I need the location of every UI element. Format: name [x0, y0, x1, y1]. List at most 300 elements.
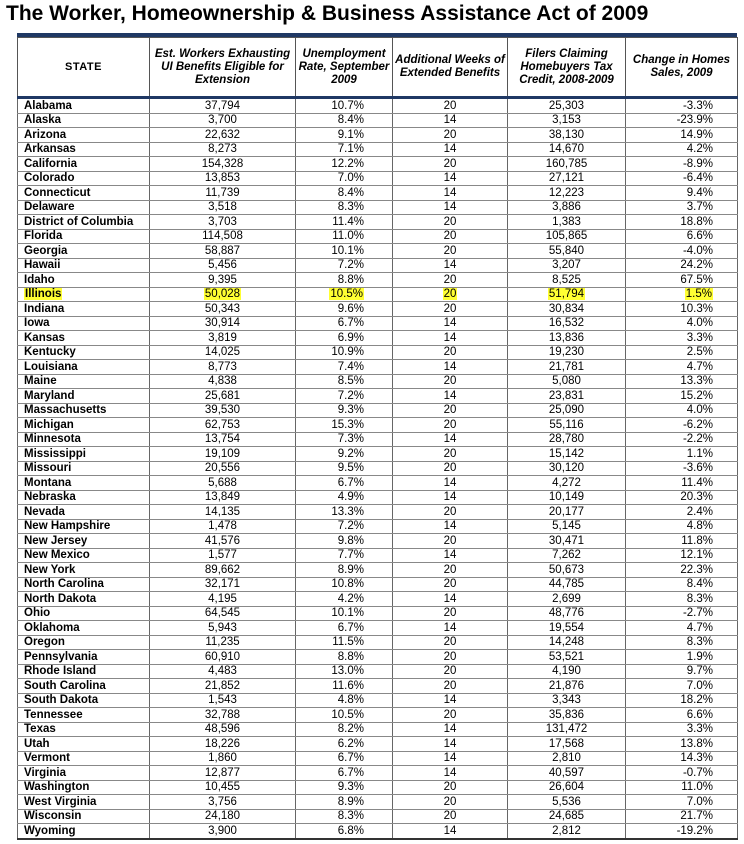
cell-home-sales-change-text: 10.3% — [680, 302, 713, 315]
cell-home-sales-change — [626, 621, 738, 636]
cell-filers — [508, 534, 626, 549]
cell-additional-weeks-text: 20 — [443, 795, 457, 808]
cell-state-text: Minnesota — [24, 433, 81, 446]
cell-additional-weeks — [393, 302, 508, 317]
cell-additional-weeks — [393, 664, 508, 679]
cell-unemployment-rate-text: 8.8% — [337, 273, 364, 286]
table-row — [18, 780, 738, 795]
cell-unemployment-rate — [296, 461, 393, 476]
cell-home-sales-change — [626, 98, 738, 114]
cell-additional-weeks-text: 14 — [443, 317, 457, 330]
cell-state-text: Maine — [24, 375, 57, 388]
cell-additional-weeks-text: 20 — [443, 157, 457, 170]
cell-filers-text: 35,836 — [548, 708, 585, 721]
cell-home-sales-change-text: 67.5% — [680, 273, 713, 286]
cell-filers — [508, 432, 626, 447]
cell-unemployment-rate-text: 9.5% — [337, 462, 364, 475]
cell-state — [18, 345, 150, 360]
cell-unemployment-rate — [296, 476, 393, 491]
cell-filers — [508, 592, 626, 607]
cell-workers — [150, 592, 296, 607]
cell-state-text: New Jersey — [24, 534, 88, 547]
cell-filers-text: 19,230 — [548, 346, 585, 359]
cell-additional-weeks-text: 20 — [443, 636, 457, 649]
cell-home-sales-change — [626, 258, 738, 273]
cell-filers-text: 28,780 — [548, 433, 585, 446]
cell-unemployment-rate — [296, 650, 393, 665]
cell-unemployment-rate — [296, 157, 393, 172]
table-row — [18, 142, 738, 157]
cell-filers — [508, 461, 626, 476]
cell-home-sales-change-text: -3.6% — [682, 462, 713, 475]
cell-home-sales-change-text: 4.0% — [686, 317, 713, 330]
cell-filers-text: 48,776 — [548, 607, 585, 620]
cell-home-sales-change-text: 12.1% — [680, 549, 713, 562]
cell-additional-weeks-text: 20 — [443, 708, 457, 721]
cell-filers-text: 44,785 — [548, 578, 585, 591]
cell-state — [18, 708, 150, 723]
cell-state — [18, 621, 150, 636]
cell-workers-text: 3,703 — [208, 215, 237, 228]
cell-home-sales-change — [626, 751, 738, 766]
cell-unemployment-rate-text: 10.5% — [330, 288, 363, 301]
cell-state-text: Pennsylvania — [24, 650, 98, 663]
cell-state-text: Massachusetts — [24, 404, 107, 417]
cell-home-sales-change — [626, 128, 738, 143]
cell-workers — [150, 780, 296, 795]
cell-home-sales-change — [626, 302, 738, 317]
cell-additional-weeks-text: 20 — [443, 578, 457, 591]
cell-workers-text: 4,838 — [208, 375, 237, 388]
cell-unemployment-rate-text: 9.3% — [337, 404, 364, 417]
cell-workers-text: 13,754 — [204, 433, 241, 446]
cell-home-sales-change-text: -6.2% — [682, 418, 713, 431]
table-row — [18, 389, 738, 404]
cell-filers-text: 30,471 — [548, 534, 585, 547]
cell-filers — [508, 215, 626, 230]
cell-workers-text: 11,235 — [205, 636, 240, 649]
state-data-table — [17, 37, 738, 840]
cell-workers-text: 3,819 — [208, 331, 237, 344]
cell-state — [18, 171, 150, 186]
cell-state-text: Alaska — [24, 114, 62, 127]
cell-state-text: Utah — [24, 737, 50, 750]
cell-filers — [508, 693, 626, 708]
cell-unemployment-rate — [296, 737, 393, 752]
cell-unemployment-rate-text: 10.7% — [331, 99, 364, 112]
cell-workers — [150, 606, 296, 621]
cell-state-text: Montana — [24, 476, 72, 489]
cell-additional-weeks-text: 14 — [443, 766, 457, 779]
cell-filers-text: 13,836 — [548, 331, 585, 344]
cell-unemployment-rate — [296, 766, 393, 781]
cell-additional-weeks — [393, 824, 508, 839]
cell-home-sales-change — [626, 360, 738, 375]
cell-workers — [150, 128, 296, 143]
cell-state-text: Ohio — [24, 607, 51, 620]
cell-unemployment-rate — [296, 244, 393, 259]
cell-filers — [508, 273, 626, 288]
cell-unemployment-rate — [296, 287, 393, 302]
cell-state — [18, 447, 150, 462]
table-row — [18, 447, 738, 462]
cell-filers — [508, 780, 626, 795]
cell-state — [18, 534, 150, 549]
cell-home-sales-change-text: 8.4% — [686, 578, 713, 591]
cell-workers-text: 8,273 — [208, 143, 237, 156]
cell-workers-text: 50,343 — [204, 302, 241, 315]
cell-unemployment-rate — [296, 447, 393, 462]
cell-workers-text: 4,195 — [208, 592, 237, 605]
cell-filers — [508, 476, 626, 491]
table-row — [18, 795, 738, 810]
cell-workers — [150, 331, 296, 346]
table-row — [18, 374, 738, 389]
cell-additional-weeks-text: 20 — [443, 563, 457, 576]
cell-additional-weeks — [393, 447, 508, 462]
cell-additional-weeks — [393, 780, 508, 795]
cell-filers-text: 1,383 — [552, 215, 581, 228]
cell-additional-weeks — [393, 708, 508, 723]
cell-unemployment-rate — [296, 331, 393, 346]
cell-workers — [150, 215, 296, 230]
cell-workers-text: 20,556 — [204, 462, 241, 475]
cell-unemployment-rate — [296, 171, 393, 186]
cell-home-sales-change — [626, 157, 738, 172]
cell-additional-weeks-text: 20 — [443, 128, 457, 141]
cell-state — [18, 751, 150, 766]
cell-unemployment-rate — [296, 258, 393, 273]
cell-unemployment-rate — [296, 563, 393, 578]
cell-home-sales-change — [626, 200, 738, 215]
cell-workers-text: 10,455 — [204, 781, 241, 794]
cell-unemployment-rate-text: 9.3% — [337, 781, 364, 794]
cell-additional-weeks — [393, 345, 508, 360]
cell-home-sales-change — [626, 273, 738, 288]
cell-home-sales-change — [626, 519, 738, 534]
cell-workers — [150, 142, 296, 157]
cell-additional-weeks — [393, 606, 508, 621]
cell-state — [18, 737, 150, 752]
cell-unemployment-rate — [296, 200, 393, 215]
cell-additional-weeks-text: 20 — [443, 781, 457, 794]
cell-additional-weeks-text: 20 — [443, 447, 457, 460]
cell-additional-weeks — [393, 635, 508, 650]
cell-state-text: South Dakota — [24, 694, 99, 707]
cell-additional-weeks — [393, 534, 508, 549]
cell-state-text: Florida — [24, 230, 63, 243]
cell-home-sales-change — [626, 432, 738, 447]
cell-filers — [508, 490, 626, 505]
cell-unemployment-rate — [296, 664, 393, 679]
cell-unemployment-rate-text: 11.4% — [332, 215, 364, 228]
cell-filers-text: 5,536 — [552, 795, 581, 808]
cell-workers-text: 3,700 — [208, 114, 237, 127]
cell-workers — [150, 200, 296, 215]
cell-workers — [150, 98, 296, 114]
cell-additional-weeks — [393, 128, 508, 143]
cell-home-sales-change — [626, 374, 738, 389]
cell-additional-weeks-text: 14 — [443, 824, 457, 837]
cell-home-sales-change — [626, 113, 738, 128]
cell-workers-text: 58,887 — [204, 244, 241, 257]
cell-workers — [150, 229, 296, 244]
cell-unemployment-rate-text: 7.3% — [337, 433, 364, 446]
cell-state — [18, 766, 150, 781]
cell-unemployment-rate-text: 6.7% — [337, 752, 364, 765]
cell-unemployment-rate — [296, 577, 393, 592]
cell-state — [18, 809, 150, 824]
cell-filers — [508, 374, 626, 389]
table-row — [18, 505, 738, 520]
cell-home-sales-change-text: 24.2% — [680, 259, 713, 272]
cell-filers — [508, 679, 626, 694]
cell-workers-text: 8,773 — [208, 360, 237, 373]
cell-filers — [508, 287, 626, 302]
cell-unemployment-rate — [296, 519, 393, 534]
cell-additional-weeks — [393, 215, 508, 230]
cell-additional-weeks — [393, 273, 508, 288]
cell-state-text: Alabama — [24, 99, 72, 112]
cell-state-text: Arkansas — [24, 143, 76, 156]
cell-home-sales-change — [626, 679, 738, 694]
cell-state — [18, 244, 150, 259]
cell-workers-text: 5,456 — [208, 259, 237, 272]
cell-state-text: North Carolina — [24, 578, 104, 591]
cell-home-sales-change — [626, 664, 738, 679]
cell-state-text: Arizona — [24, 128, 67, 141]
cell-additional-weeks — [393, 795, 508, 810]
cell-unemployment-rate-text: 10.9% — [331, 346, 364, 359]
cell-unemployment-rate — [296, 780, 393, 795]
cell-unemployment-rate-text: 13.3% — [331, 505, 364, 518]
cell-filers-text: 24,685 — [548, 810, 585, 823]
cell-home-sales-change — [626, 316, 738, 331]
cell-unemployment-rate — [296, 302, 393, 317]
cell-unemployment-rate — [296, 824, 393, 839]
cell-home-sales-change-text: -2.7% — [682, 607, 713, 620]
cell-home-sales-change — [626, 490, 738, 505]
cell-filers — [508, 664, 626, 679]
cell-additional-weeks — [393, 374, 508, 389]
cell-home-sales-change — [626, 708, 738, 723]
cell-home-sales-change-text: 1.1% — [686, 447, 713, 460]
cell-unemployment-rate — [296, 809, 393, 824]
cell-unemployment-rate-text: 6.8% — [337, 824, 364, 837]
cell-additional-weeks — [393, 142, 508, 157]
cell-workers — [150, 809, 296, 824]
cell-additional-weeks — [393, 650, 508, 665]
cell-additional-weeks-text: 14 — [443, 549, 457, 562]
table-row — [18, 621, 738, 636]
cell-additional-weeks-text: 20 — [443, 99, 457, 112]
cell-workers — [150, 505, 296, 520]
cell-state-text: New York — [24, 563, 76, 576]
cell-state — [18, 113, 150, 128]
cell-unemployment-rate — [296, 534, 393, 549]
cell-workers — [150, 432, 296, 447]
cell-unemployment-rate-text: 6.9% — [337, 331, 364, 344]
table-row — [18, 737, 738, 752]
cell-filers — [508, 345, 626, 360]
cell-workers-text: 11,739 — [205, 186, 240, 199]
cell-state-text: Colorado — [24, 172, 75, 185]
cell-workers — [150, 171, 296, 186]
cell-home-sales-change — [626, 650, 738, 665]
cell-workers — [150, 519, 296, 534]
cell-home-sales-change — [626, 722, 738, 737]
column-header-unemployment-rate: Unemployment Rate, September 2009 — [296, 38, 393, 98]
cell-filers-text: 2,812 — [552, 824, 581, 837]
table-row — [18, 360, 738, 375]
cell-unemployment-rate — [296, 693, 393, 708]
cell-filers-text: 14,670 — [548, 143, 585, 156]
cell-filers-text: 55,116 — [549, 418, 584, 431]
cell-home-sales-change-text: 3.3% — [686, 723, 713, 736]
cell-workers — [150, 258, 296, 273]
cell-filers-text: 12,223 — [548, 186, 585, 199]
cell-home-sales-change — [626, 186, 738, 201]
cell-filers-text: 10,149 — [548, 491, 585, 504]
cell-additional-weeks-text: 14 — [443, 476, 457, 489]
cell-additional-weeks-text: 14 — [443, 143, 457, 156]
cell-unemployment-rate — [296, 795, 393, 810]
cell-workers — [150, 679, 296, 694]
cell-state — [18, 490, 150, 505]
cell-workers-text: 1,577 — [208, 549, 237, 562]
cell-additional-weeks-text: 14 — [443, 114, 457, 127]
column-header-state: STATE — [18, 38, 150, 98]
cell-workers — [150, 244, 296, 259]
cell-unemployment-rate — [296, 751, 393, 766]
cell-filers-text: 15,142 — [548, 447, 585, 460]
cell-unemployment-rate-text: 7.0% — [337, 172, 364, 185]
cell-workers-text: 1,860 — [208, 752, 237, 765]
table-row — [18, 128, 738, 143]
cell-workers-text: 13,849 — [204, 491, 241, 504]
cell-state-text: Nevada — [24, 505, 65, 518]
cell-workers — [150, 490, 296, 505]
column-header-home-sales-change: Change in Homes Sales, 2009 — [626, 38, 738, 98]
cell-state — [18, 679, 150, 694]
cell-additional-weeks — [393, 751, 508, 766]
cell-state — [18, 592, 150, 607]
cell-additional-weeks-text: 20 — [443, 810, 457, 823]
cell-unemployment-rate-text: 4.2% — [337, 592, 364, 605]
cell-workers-text: 24,180 — [204, 810, 241, 823]
cell-home-sales-change-text: 14.3% — [680, 752, 713, 765]
cell-home-sales-change — [626, 766, 738, 781]
cell-workers — [150, 766, 296, 781]
cell-additional-weeks-text: 20 — [443, 505, 457, 518]
cell-unemployment-rate-text: 10.1% — [331, 607, 364, 620]
cell-filers — [508, 403, 626, 418]
cell-unemployment-rate-text: 9.8% — [337, 534, 364, 547]
cell-unemployment-rate-text: 4.9% — [337, 491, 364, 504]
cell-home-sales-change-text: 4.7% — [686, 360, 713, 373]
cell-unemployment-rate — [296, 403, 393, 418]
cell-workers-text: 114,508 — [202, 230, 243, 243]
cell-unemployment-rate-text: 8.9% — [337, 563, 364, 576]
cell-state — [18, 606, 150, 621]
cell-workers-text: 32,788 — [204, 708, 241, 721]
cell-workers-text: 1,543 — [208, 694, 237, 707]
cell-workers — [150, 650, 296, 665]
cell-unemployment-rate-text: 11.6% — [332, 679, 364, 692]
cell-unemployment-rate — [296, 142, 393, 157]
cell-home-sales-change-text: 2.5% — [686, 346, 713, 359]
cell-unemployment-rate — [296, 98, 393, 114]
table-row — [18, 200, 738, 215]
cell-unemployment-rate — [296, 708, 393, 723]
cell-unemployment-rate — [296, 722, 393, 737]
cell-home-sales-change — [626, 563, 738, 578]
cell-additional-weeks — [393, 548, 508, 563]
cell-filers-text: 131,472 — [545, 723, 588, 736]
cell-state — [18, 374, 150, 389]
table-row — [18, 490, 738, 505]
cell-state-text: Maryland — [24, 389, 75, 402]
cell-filers — [508, 708, 626, 723]
cell-state-text: New Mexico — [24, 549, 90, 562]
cell-unemployment-rate — [296, 418, 393, 433]
cell-state-text: Georgia — [24, 244, 68, 257]
cell-workers-text: 154,328 — [201, 157, 244, 170]
cell-state — [18, 403, 150, 418]
cell-filers — [508, 258, 626, 273]
cell-home-sales-change-text: 7.0% — [686, 679, 713, 692]
cell-filers — [508, 244, 626, 259]
cell-additional-weeks-text: 14 — [443, 694, 457, 707]
cell-unemployment-rate-text: 13.0% — [331, 665, 364, 678]
cell-state — [18, 360, 150, 375]
cell-workers-text: 5,688 — [208, 476, 237, 489]
cell-additional-weeks — [393, 331, 508, 346]
table-row — [18, 98, 738, 114]
cell-state — [18, 142, 150, 157]
cell-filers — [508, 360, 626, 375]
cell-filers-text: 3,153 — [552, 114, 581, 127]
cell-home-sales-change-text: 4.7% — [686, 621, 713, 634]
cell-filers — [508, 447, 626, 462]
cell-unemployment-rate-text: 8.9% — [337, 795, 364, 808]
table-row — [18, 519, 738, 534]
cell-workers-text: 3,900 — [208, 824, 237, 837]
cell-filers-text: 53,521 — [548, 650, 585, 663]
cell-home-sales-change-text: 4.2% — [686, 143, 713, 156]
cell-state — [18, 258, 150, 273]
cell-filers-text: 23,831 — [548, 389, 585, 402]
cell-workers — [150, 693, 296, 708]
cell-workers — [150, 287, 296, 302]
cell-home-sales-change — [626, 505, 738, 520]
cell-home-sales-change-text: 9.4% — [686, 186, 713, 199]
cell-filers — [508, 563, 626, 578]
cell-home-sales-change-text: 8.3% — [686, 636, 713, 649]
table-row — [18, 722, 738, 737]
cell-additional-weeks — [393, 418, 508, 433]
cell-home-sales-change — [626, 780, 738, 795]
cell-state — [18, 824, 150, 839]
cell-state — [18, 461, 150, 476]
cell-home-sales-change — [626, 142, 738, 157]
cell-home-sales-change-text: 2.4% — [686, 505, 713, 518]
cell-filers — [508, 650, 626, 665]
cell-unemployment-rate-text: 8.4% — [337, 114, 364, 127]
cell-filers — [508, 171, 626, 186]
cell-state-text: Indiana — [24, 302, 65, 315]
cell-unemployment-rate-text: 8.3% — [337, 201, 364, 214]
